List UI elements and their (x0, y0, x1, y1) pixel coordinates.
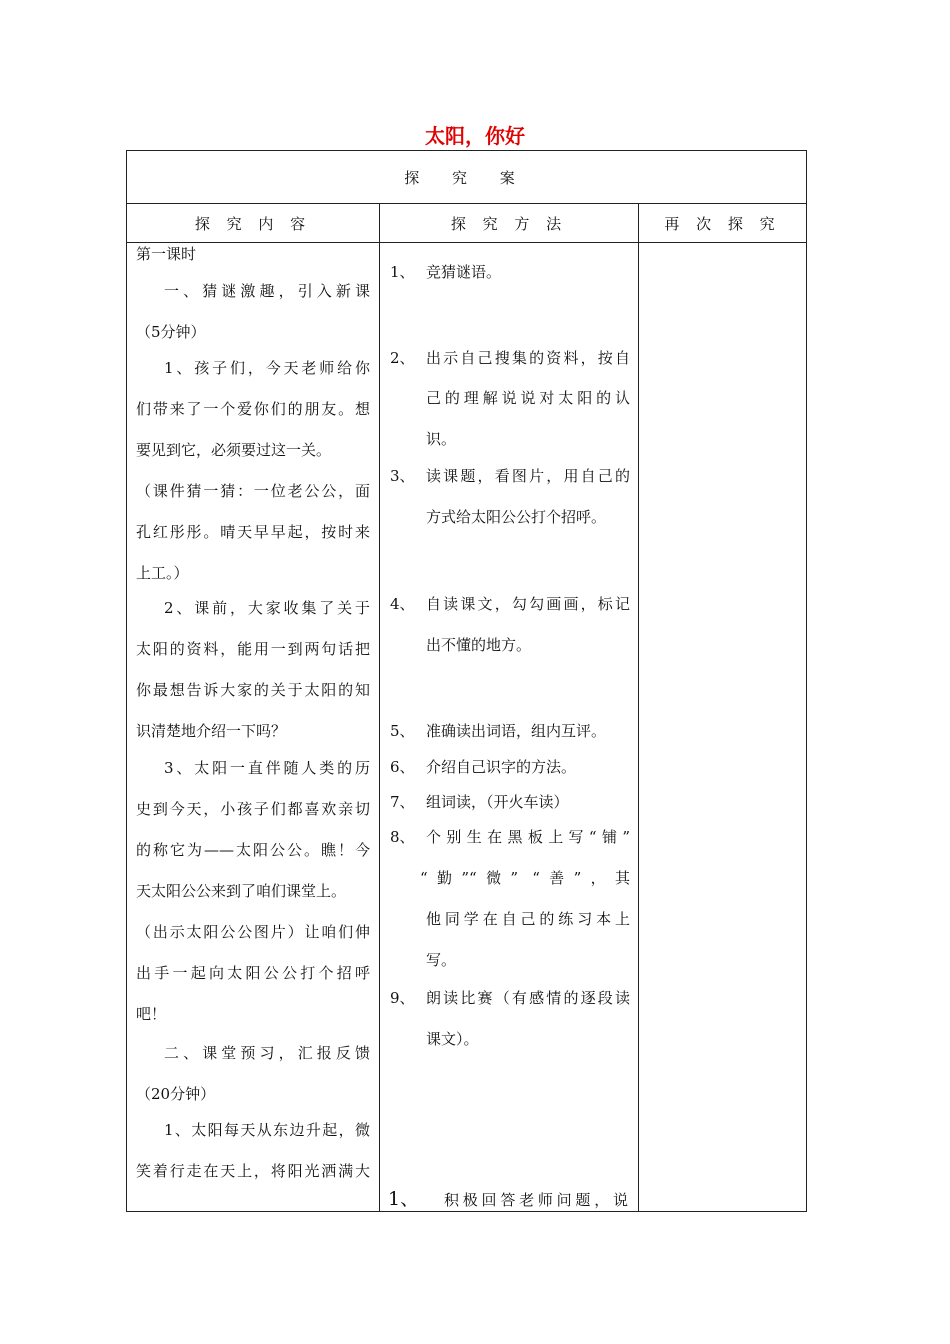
content-line: 3、太阳一直伴随人类的历 (164, 759, 370, 777)
method-item: 5、 准确读出词语，组内互评。 (390, 722, 607, 740)
content-line: 的称它为——太阳公公。瞧！今 (136, 841, 370, 859)
column-header-content: 探 究 内 容 (127, 204, 380, 243)
content-line: 出手一起向太阳公公打个招呼 (136, 964, 370, 982)
content-line: 笑着行走在天上，将阳光洒满大 (136, 1162, 370, 1180)
content-line: 第一课时 (136, 245, 197, 263)
method-item-continued: 方式给太阳公公打个招呼。 (426, 508, 607, 526)
lesson-table (126, 150, 807, 1212)
content-line: 1、孩子们，今天老师给你 (164, 359, 370, 377)
content-line: （5分钟） (136, 323, 206, 341)
content-line: 1、太阳每天从东边升起，微 (164, 1121, 370, 1139)
content-line: （出示太阳公公图片）让咱们伸 (136, 923, 370, 941)
method-item: 7、 组词读，（开火车读） (390, 793, 569, 811)
content-cell (127, 243, 380, 1212)
method-item-continued: 课文）。 (426, 1030, 479, 1048)
content-line: （20分钟） (136, 1085, 216, 1103)
method-item-continued: 己的理解说说对太阳的认 (426, 389, 630, 407)
content-line: 天太阳公公来到了咱们课堂上。 (136, 882, 347, 900)
column-header-method: 探 究 方 法 (380, 204, 639, 243)
method-item-continued: “勤”“微” “善”，其 (420, 869, 630, 887)
method-item-continued: 写。 (426, 951, 457, 969)
method-item-continued: 出不懂的地方。 (426, 636, 532, 654)
method-item-continued: 识。 (426, 430, 457, 448)
content-line: （课件猜一猜：一位老公公，面 (136, 482, 370, 500)
method-item-continued: 他同学在自己的练习本上 (426, 910, 630, 928)
content-line: 一、猜谜激趣，引入新课 (164, 282, 370, 300)
method-item: 9、 朗读比赛（有感情的逐段读 (390, 989, 630, 1007)
content-line: 识清楚地介绍一下吗？ (136, 722, 287, 740)
document-title: 太阳，你好 (425, 124, 525, 148)
table-header: 探 究 案 (127, 151, 807, 204)
content-line: 史到今天，小孩子们都喜欢亲切 (136, 800, 370, 818)
content-line: 你最想告诉大家的关于太阳的知 (136, 681, 370, 699)
method-item: 1、 竞猜谜语。 (390, 263, 502, 281)
method-item: 6、 介绍自己识字的方法。 (390, 758, 577, 776)
content-line: 们带来了一个爱你们的朋友。想 (136, 400, 370, 418)
method-item: 3、 读课题，看图片，用自己的 (390, 467, 630, 485)
content-line: 上工。） (136, 564, 189, 582)
method-item: 8、 个别生在黑板上写“铺” (390, 828, 630, 846)
method-item: 4、 自读课文，勾勾画画，标记 (390, 595, 630, 613)
content-line: 孔红彤彤。晴天早早起，按时来 (136, 523, 370, 541)
further-inquiry-cell (639, 243, 807, 1212)
method-cell (380, 243, 639, 1212)
content-line: 2、课前，大家收集了关于 (164, 599, 370, 617)
column-header-further: 再 次 探 究 (639, 204, 807, 243)
content-line: 二、课堂预习，汇报反馈 (164, 1044, 370, 1062)
content-line: 太阳的资料，能用一到两句话把 (136, 640, 370, 658)
content-line: 吧！ (136, 1005, 167, 1023)
method-item: 2、 出示自己搜集的资料，按自 (390, 349, 630, 367)
content-line: 要见到它，必须要过这一关。 (136, 441, 332, 459)
method-item: 1、 积极回答老师问题，说 (388, 1188, 628, 1210)
